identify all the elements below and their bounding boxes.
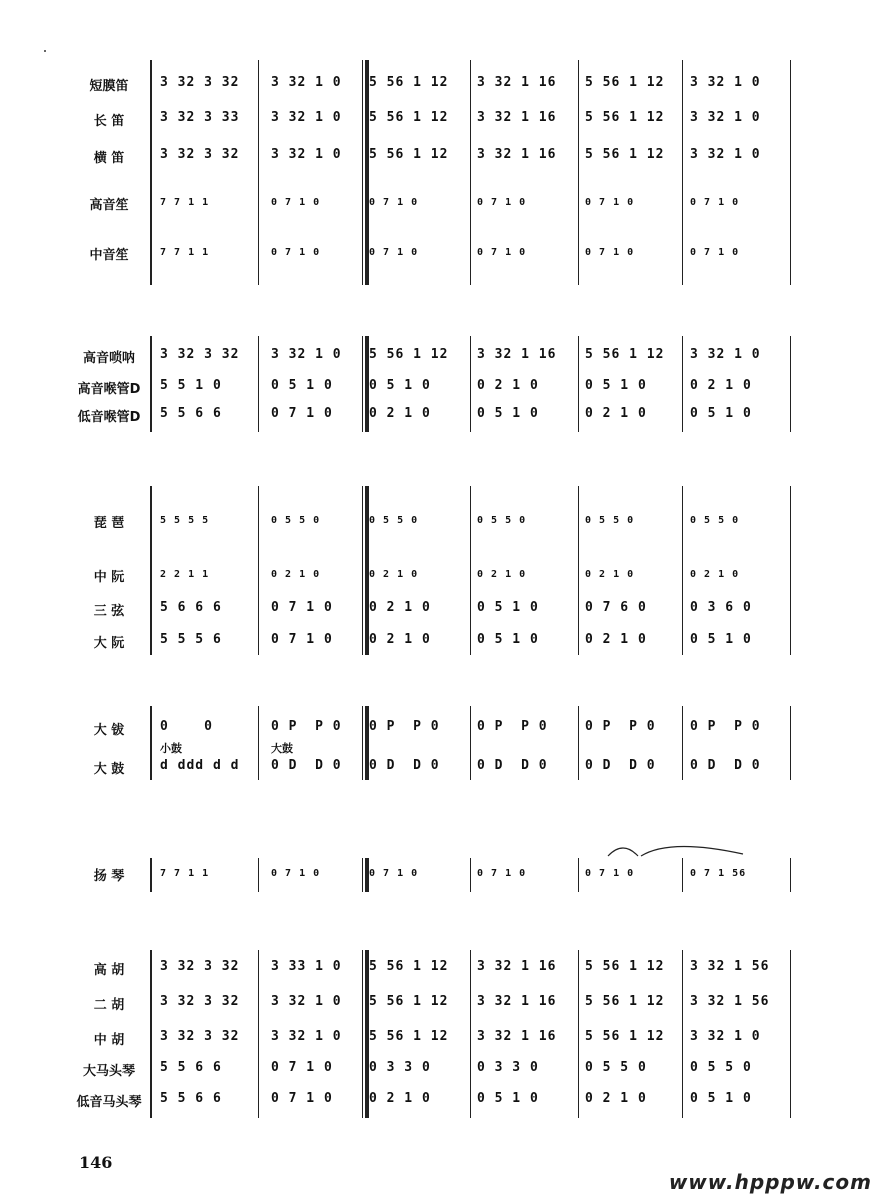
measure-notes: 5 56 1 12: [585, 959, 665, 974]
measure-notes: 0 5 1 0: [477, 632, 539, 647]
barline: [258, 950, 259, 1118]
measure-notes: 0 7 1 0: [271, 600, 333, 615]
barline: [470, 858, 471, 892]
barline: [470, 336, 471, 432]
measure-notes: 5 56 1 12: [369, 347, 449, 362]
measure-notes: 0 7 1 0: [271, 632, 333, 647]
instrument-label: 高音唢呐: [82, 351, 135, 366]
measure-notes: 0 5 5 0: [477, 515, 527, 526]
measure-notes: 5 56 1 12: [369, 75, 449, 90]
measure-notes: 3 32 1 0: [271, 75, 342, 90]
barline: [362, 336, 363, 432]
measure-notes: 0 2 1 0: [477, 569, 527, 580]
measure-notes: 3 32 3 32: [160, 959, 240, 974]
system-brace: [150, 60, 155, 285]
measure-notes: 5 56 1 12: [585, 994, 665, 1009]
instrument-label: 中 胡: [93, 1033, 125, 1048]
measure-notes: 3 32 1 16: [477, 347, 557, 362]
barline: [682, 336, 683, 432]
system-brace: [150, 950, 155, 1118]
measure-notes: 0 P P 0: [690, 719, 761, 734]
barline: [362, 858, 363, 892]
instrument-label: 横 笛: [93, 151, 125, 166]
instrument-label: 低音喉管D: [77, 410, 141, 425]
barline: [790, 486, 791, 655]
measure-notes: 0 5 1 0: [690, 632, 752, 647]
measure-notes: 2 2 1 1: [160, 569, 210, 580]
instrument-label: 大 阮: [93, 636, 125, 651]
measure-notes: 0 7 6 0: [585, 600, 647, 615]
measure-notes: 0 0: [160, 719, 213, 734]
measure-notes: 0 2 1 0: [585, 569, 635, 580]
barline: [578, 486, 579, 655]
measure-notes: 0 D D 0: [271, 758, 342, 773]
barline: [258, 858, 259, 892]
measure-notes: 7 7 1 1: [160, 868, 210, 879]
system-brace: [150, 486, 155, 655]
instrument-label: 大马头琴: [82, 1064, 135, 1079]
measure-notes: 0 2 1 0: [369, 600, 431, 615]
barline: [790, 60, 791, 285]
measure-notes: 0 2 1 0: [369, 406, 431, 421]
measure-notes: 0 D D 0: [477, 758, 548, 773]
barline: [682, 858, 683, 892]
measure-notes: 0 D D 0: [369, 758, 440, 773]
tie-arc: [605, 838, 745, 858]
measure-notes: 3 32 1 16: [477, 75, 557, 90]
measure-notes: 0 5 5 0: [690, 515, 740, 526]
barline: [578, 706, 579, 780]
measure-notes: 0 5 1 0: [271, 378, 333, 393]
measure-notes: 0 7 1 56: [690, 868, 747, 879]
barline: [258, 60, 259, 285]
measure-notes: 5 56 1 12: [585, 110, 665, 125]
instrument-label: 短膜笛: [89, 79, 129, 94]
system-brace: [150, 858, 155, 892]
measure-notes: 0 5 5 0: [585, 515, 635, 526]
measure-notes: 0 7 1 0: [271, 247, 321, 258]
instrument-label: 大 鼓: [93, 762, 125, 777]
measure-notes: 5 56 1 12: [369, 959, 449, 974]
instrument-label: 二 胡: [93, 998, 125, 1013]
barline: [682, 486, 683, 655]
measure-notes: 0 2 1 0: [369, 632, 431, 647]
measure-notes: 0 2 1 0: [369, 1091, 431, 1106]
measure-notes: 0 7 1 0: [690, 247, 740, 258]
scan-mark: [44, 50, 46, 52]
measure-notes: 7 7 1 1: [160, 247, 210, 258]
measure-notes: 0 7 1 0: [477, 197, 527, 208]
barline: [578, 336, 579, 432]
measure-notes: 0 7 1 0: [369, 247, 419, 258]
measure-notes: 0 P P 0: [271, 719, 342, 734]
measure-notes: 3 32 1 0: [690, 75, 761, 90]
measure-notes: 0 3 3 0: [477, 1060, 539, 1075]
measure-notes: 5 5 5 5: [160, 515, 210, 526]
barline: [470, 950, 471, 1118]
barline: [682, 706, 683, 780]
barline: [578, 60, 579, 285]
measure-notes: 0 5 1 0: [477, 1091, 539, 1106]
measure-notes: 0 5 1 0: [690, 406, 752, 421]
measure-notes: 0 D D 0: [690, 758, 761, 773]
instrument-label: 中 阮: [93, 570, 125, 585]
instrument-label: 长 笛: [93, 114, 125, 129]
measure-notes: 3 32 3 32: [160, 1029, 240, 1044]
barline: [362, 486, 363, 655]
instrument-label: 扬 琴: [93, 869, 125, 884]
instrument-label: 大 钹: [93, 723, 125, 738]
barline: [362, 950, 363, 1118]
measure-notes: 0 D D 0: [585, 758, 656, 773]
barline: [362, 706, 363, 780]
measure-notes: 0 7 1 0: [585, 868, 635, 879]
measure-notes: 5 5 5 6: [160, 632, 222, 647]
measure-notes: 0 5 5 0: [585, 1060, 647, 1075]
measure-notes: 0 5 5 0: [690, 1060, 752, 1075]
measure-notes: 0 7 1 0: [271, 1091, 333, 1106]
measure-notes: 5 6 6 6: [160, 600, 222, 615]
measure-notes: 5 56 1 12: [369, 1029, 449, 1044]
measure-notes: 3 32 1 0: [690, 110, 761, 125]
measure-notes: 3 32 1 16: [477, 110, 557, 125]
measure-notes: 0 5 5 0: [369, 515, 419, 526]
measure-notes: 5 56 1 12: [585, 1029, 665, 1044]
measure-notes: 7 7 1 1: [160, 197, 210, 208]
measure-notes: 0 7 1 0: [477, 247, 527, 258]
measure-notes: 5 5 6 6: [160, 1091, 222, 1106]
measure-notes: 0 5 1 0: [585, 378, 647, 393]
measure-notes: d ddd d d: [160, 758, 240, 773]
barline: [790, 706, 791, 780]
measure-notes: 3 32 3 32: [160, 347, 240, 362]
measure-notes: 0 2 1 0: [271, 569, 321, 580]
measure-notes: 3 32 1 0: [271, 147, 342, 162]
measure-notes: 0 7 1 0: [271, 868, 321, 879]
measure-notes: 0 7 1 0: [477, 868, 527, 879]
measure-notes: 0 7 1 0: [369, 197, 419, 208]
barline: [258, 336, 259, 432]
instrument-label: 琵 琶: [93, 516, 125, 531]
measure-notes: 3 32 1 16: [477, 959, 557, 974]
measure-notes: 0 5 1 0: [477, 406, 539, 421]
measure-notes: 0 2 1 0: [690, 378, 752, 393]
barline: [470, 486, 471, 655]
measure-notes: 0 7 1 0: [369, 868, 419, 879]
measure-notes: 3 33 1 0: [271, 959, 342, 974]
barline: [790, 336, 791, 432]
system-brace: [150, 706, 155, 780]
measure-notes: 0 7 1 0: [271, 406, 333, 421]
measure-notes: 3 32 1 56: [690, 959, 770, 974]
measure-notes: 0 7 1 0: [585, 247, 635, 258]
barline: [682, 950, 683, 1118]
measure-notes: 0 7 1 0: [271, 197, 321, 208]
barline: [578, 950, 579, 1118]
measure-notes: 0 5 5 0: [271, 515, 321, 526]
measure-notes: 5 56 1 12: [369, 147, 449, 162]
measure-notes: 3 32 1 0: [690, 347, 761, 362]
barline: [258, 706, 259, 780]
measure-notes: 3 32 1 0: [690, 1029, 761, 1044]
big-drum-subtitle: 大鼓: [271, 742, 293, 755]
barline: [470, 60, 471, 285]
measure-notes: 0 2 1 0: [585, 1091, 647, 1106]
measure-notes: 5 5 6 6: [160, 1060, 222, 1075]
measure-notes: 3 32 1 16: [477, 994, 557, 1009]
measure-notes: 5 5 1 0: [160, 378, 222, 393]
barline: [470, 706, 471, 780]
measure-notes: 0 3 3 0: [369, 1060, 431, 1075]
barline: [790, 950, 791, 1118]
barline: [578, 858, 579, 892]
measure-notes: 5 56 1 12: [585, 75, 665, 90]
small-drum-subtitle: 小鼓: [160, 742, 182, 755]
measure-notes: 3 32 1 16: [477, 1029, 557, 1044]
measure-notes: 3 32 1 0: [271, 994, 342, 1009]
system-brace: [150, 336, 155, 432]
measure-notes: 0 2 1 0: [477, 378, 539, 393]
measure-notes: 3 32 1 56: [690, 994, 770, 1009]
measure-notes: 3 32 1 0: [271, 347, 342, 362]
measure-notes: 3 32 3 32: [160, 75, 240, 90]
measure-notes: 5 56 1 12: [585, 347, 665, 362]
measure-notes: 0 7 1 0: [690, 197, 740, 208]
instrument-label: 中音笙: [89, 248, 129, 263]
measure-notes: 0 5 1 0: [690, 1091, 752, 1106]
measure-notes: 0 5 1 0: [369, 378, 431, 393]
measure-notes: 0 7 1 0: [585, 197, 635, 208]
measure-notes: 0 7 1 0: [271, 1060, 333, 1075]
instrument-label: 高音笙: [89, 198, 129, 213]
barline: [258, 486, 259, 655]
measure-notes: 0 P P 0: [477, 719, 548, 734]
measure-notes: 5 56 1 12: [585, 147, 665, 162]
measure-notes: 0 2 1 0: [369, 569, 419, 580]
measure-notes: 3 32 1 16: [477, 147, 557, 162]
measure-notes: 0 5 1 0: [477, 600, 539, 615]
measure-notes: 3 32 1 0: [690, 147, 761, 162]
measure-notes: 0 2 1 0: [585, 632, 647, 647]
instrument-label: 高 胡: [93, 963, 125, 978]
measure-notes: 5 56 1 12: [369, 110, 449, 125]
measure-notes: 0 2 1 0: [585, 406, 647, 421]
barline: [790, 858, 791, 892]
measure-notes: 5 56 1 12: [369, 994, 449, 1009]
measure-notes: 3 32 3 32: [160, 994, 240, 1009]
measure-notes: 3 32 3 32: [160, 147, 240, 162]
measure-notes: 0 P P 0: [369, 719, 440, 734]
measure-notes: 3 32 1 0: [271, 110, 342, 125]
watermark: www.hpppw.com: [668, 1170, 872, 1194]
instrument-label: 高音喉管D: [77, 382, 141, 397]
measure-notes: 0 P P 0: [585, 719, 656, 734]
measure-notes: 3 32 3 33: [160, 110, 240, 125]
measure-notes: 5 5 6 6: [160, 406, 222, 421]
barline: [682, 60, 683, 285]
measure-notes: 0 2 1 0: [690, 569, 740, 580]
instrument-label: 三 弦: [93, 604, 125, 619]
instrument-label: 低音马头琴: [76, 1095, 142, 1110]
barline: [362, 60, 363, 285]
measure-notes: 3 32 1 0: [271, 1029, 342, 1044]
measure-notes: 0 3 6 0: [690, 600, 752, 615]
page-number: 146: [79, 1153, 113, 1172]
